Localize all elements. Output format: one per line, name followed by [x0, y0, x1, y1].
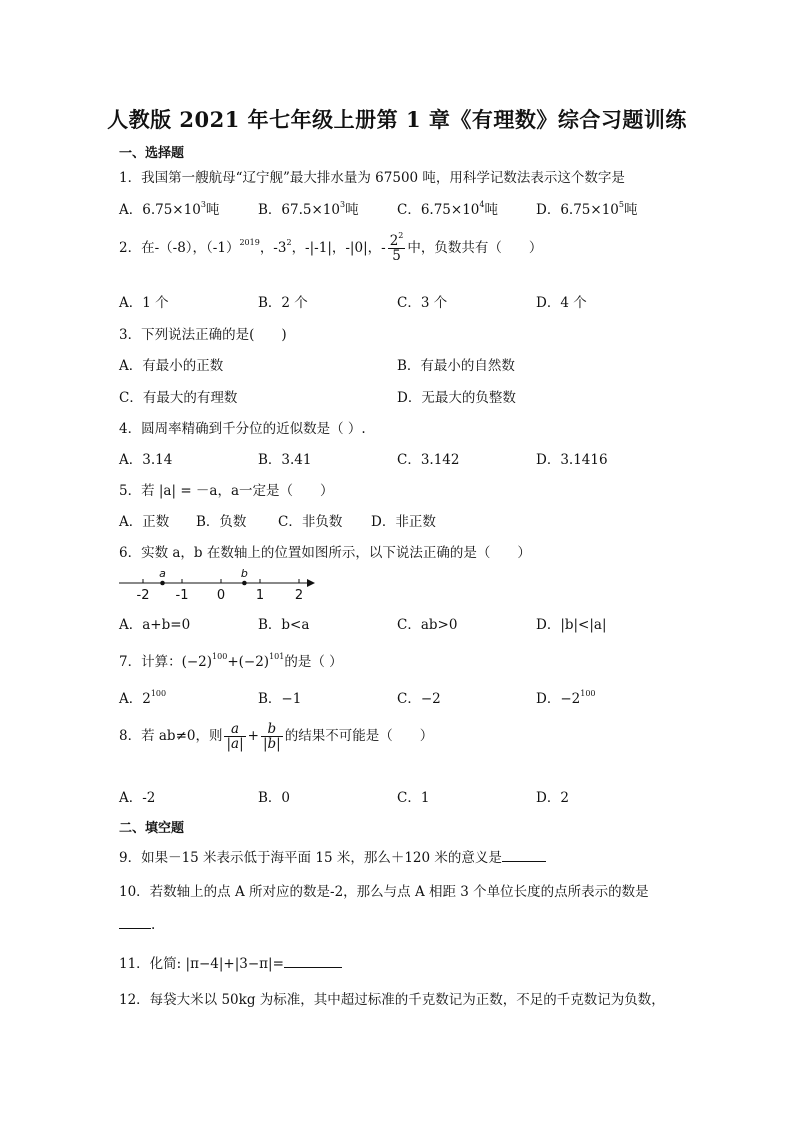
exponent: 2: [286, 238, 292, 247]
numerator-base: 2: [389, 233, 399, 249]
fraction-numerator: b: [261, 722, 283, 737]
answer-blank[interactable]: [119, 916, 151, 929]
unit: 吨: [205, 202, 220, 218]
question-9: [119, 846, 546, 866]
exponent: 2: [398, 231, 404, 240]
q5-option-b: B．负数: [196, 514, 247, 530]
q5-option-d: D．非正数: [371, 514, 436, 530]
fraction-denominator: |a|: [226, 736, 244, 752]
q4-option-c: C．3.142: [397, 452, 460, 468]
q1-option-d: [536, 198, 637, 218]
q7-option-b: B．−1: [258, 691, 302, 707]
unit: 吨: [623, 202, 638, 218]
q3-option-c: C．有最大的有理数: [119, 390, 238, 406]
option-text: A．6.75×10: [119, 202, 201, 218]
point-a-label: a: [159, 568, 166, 580]
exponent: 5: [618, 200, 624, 209]
q8-option-a: A．-2: [119, 790, 156, 806]
section-heading-choice: 一、选择题: [119, 146, 185, 161]
tick-label: 2: [294, 588, 304, 603]
q1-option-b: [258, 198, 359, 218]
option-text: D．−2: [536, 691, 581, 707]
q3-option-d: D．无最大的负整数: [397, 390, 516, 406]
tick-label: -1: [175, 588, 189, 603]
question-12: 12．每袋大米以 50kg 为标准，其中超过标准的千克数记为正数，不足的千克数记为负数，: [119, 992, 665, 1008]
fraction-b-over-abs-b: [261, 722, 283, 751]
exponent: 101: [269, 652, 285, 661]
exponent: 2019: [239, 238, 260, 247]
answer-blank[interactable]: [502, 849, 546, 862]
q7-prefix: 7．计算：(−2): [119, 654, 213, 670]
q2-mid1: ，-3: [259, 240, 287, 256]
question-8: [119, 722, 433, 751]
q10-tail: .: [151, 917, 156, 933]
fraction-numerator: [388, 231, 406, 249]
q4-option-d: D．3.1416: [536, 452, 608, 468]
q1-option-c: [397, 198, 498, 218]
fraction-denominator: |b|: [262, 736, 281, 752]
number-line-figure: [119, 568, 319, 608]
q6-option-d: D．|b|<|a|: [536, 617, 607, 633]
question-2: [119, 231, 543, 264]
q3-option-b: B．有最小的自然数: [397, 358, 515, 374]
q7-option-c: C．−2: [397, 691, 441, 707]
question-10-continuation: [119, 916, 155, 933]
option-text: B．67.5×10: [258, 202, 340, 218]
q6-option-b: B．b<a: [258, 617, 310, 633]
option-text: D．6.75×10: [536, 202, 619, 218]
q8-suffix: 的结果不可能是（ ）: [284, 728, 434, 744]
fraction-denominator: 5: [392, 248, 401, 264]
q9-text: 9．如果－15 米表示低于海平面 15 米，那么＋120 米的意义是: [119, 850, 502, 866]
section-heading-fill-in: 二、填空题: [119, 821, 185, 836]
q7-mid: +(−2): [227, 654, 270, 670]
point-b-label: b: [240, 568, 248, 580]
exponent: 100: [212, 652, 228, 661]
q1-option-a: [119, 198, 219, 218]
question-3: 3．下列说法正确的是( ): [119, 327, 287, 343]
exponent: 3: [200, 200, 206, 209]
exponent: 100: [580, 689, 596, 698]
q5-option-c: C．非负数: [278, 514, 343, 530]
q4-option-a: A．3.14: [119, 452, 173, 468]
fraction-a-over-abs-a: [224, 722, 245, 751]
q2-mid2: ，-|-1|，-|0|，-: [291, 240, 386, 256]
q2-option-a: A．1 个: [119, 295, 169, 311]
q7-option-a: [119, 687, 166, 707]
q8-option-d: D．2: [536, 790, 569, 806]
q3-option-a: A．有最小的正数: [119, 358, 224, 374]
question-11: [119, 952, 342, 972]
axis-arrow-icon: [307, 579, 315, 587]
number-line-svg: [119, 568, 319, 604]
q7-suffix: 的是（ ）: [284, 654, 343, 670]
question-10: 10．若数轴上的点 A 所对应的数是-2，那么与点 A 相距 3 个单位长度的点所表示的数是: [119, 884, 649, 900]
answer-blank[interactable]: [284, 955, 342, 968]
fraction: [388, 231, 406, 264]
point-a-dot: [160, 581, 165, 586]
option-text: A．2: [119, 691, 151, 707]
question-6: 6．实数 a，b 在数轴上的位置如图所示，以下说法正确的是（ ）: [119, 545, 531, 561]
q2-option-b: B．2 个: [258, 295, 308, 311]
q4-option-b: B．3.41: [258, 452, 312, 468]
q8-option-c: C．1: [397, 790, 430, 806]
point-b-dot: [242, 581, 247, 586]
tick-label: 1: [255, 588, 265, 603]
page-title: 人教版 2021 年七年级上册第 1 章《有理数》综合习题训练: [107, 107, 687, 132]
exponent: 100: [150, 689, 167, 698]
question-5: 5．若 |a| = －a，a一定是（ ）: [119, 483, 334, 499]
q2-option-d: D．4 个: [536, 295, 587, 311]
q6-option-c: C．ab>0: [397, 617, 458, 633]
exponent: 3: [339, 200, 346, 209]
question-7: [119, 650, 343, 670]
exponent: 4: [479, 200, 485, 209]
q2-suffix: 中，负数共有（ ）: [407, 240, 543, 256]
q2-prefix: 2．在-（-8），（-1）: [119, 240, 240, 256]
fraction-numerator: a: [224, 722, 245, 737]
q5-option-a: A．正数: [119, 514, 170, 530]
question-4: 4．圆周率精确到千分位的近似数是（ ）.: [119, 421, 366, 437]
q8-prefix: 8．若 ab≠0，则: [119, 728, 223, 744]
tick-label: 0: [216, 588, 226, 603]
plus-sign: +: [247, 728, 259, 744]
question-1: 1．我国第一艘航母“辽宁舰”最大排水量为 67500 吨，用科学记数法表示这个数字是: [119, 170, 625, 186]
q8-option-b: B．0: [258, 790, 291, 806]
unit: 吨: [484, 202, 498, 218]
tick-label: -2: [136, 588, 150, 603]
q11-text: 11．化简: |π−4|+|3−π|=: [119, 956, 284, 972]
q7-option-d: [536, 687, 596, 707]
option-text: C．6.75×10: [397, 202, 480, 218]
q6-option-a: A．a+b=0: [119, 617, 191, 633]
q2-option-c: C．3 个: [397, 295, 448, 311]
unit: 吨: [345, 202, 359, 218]
